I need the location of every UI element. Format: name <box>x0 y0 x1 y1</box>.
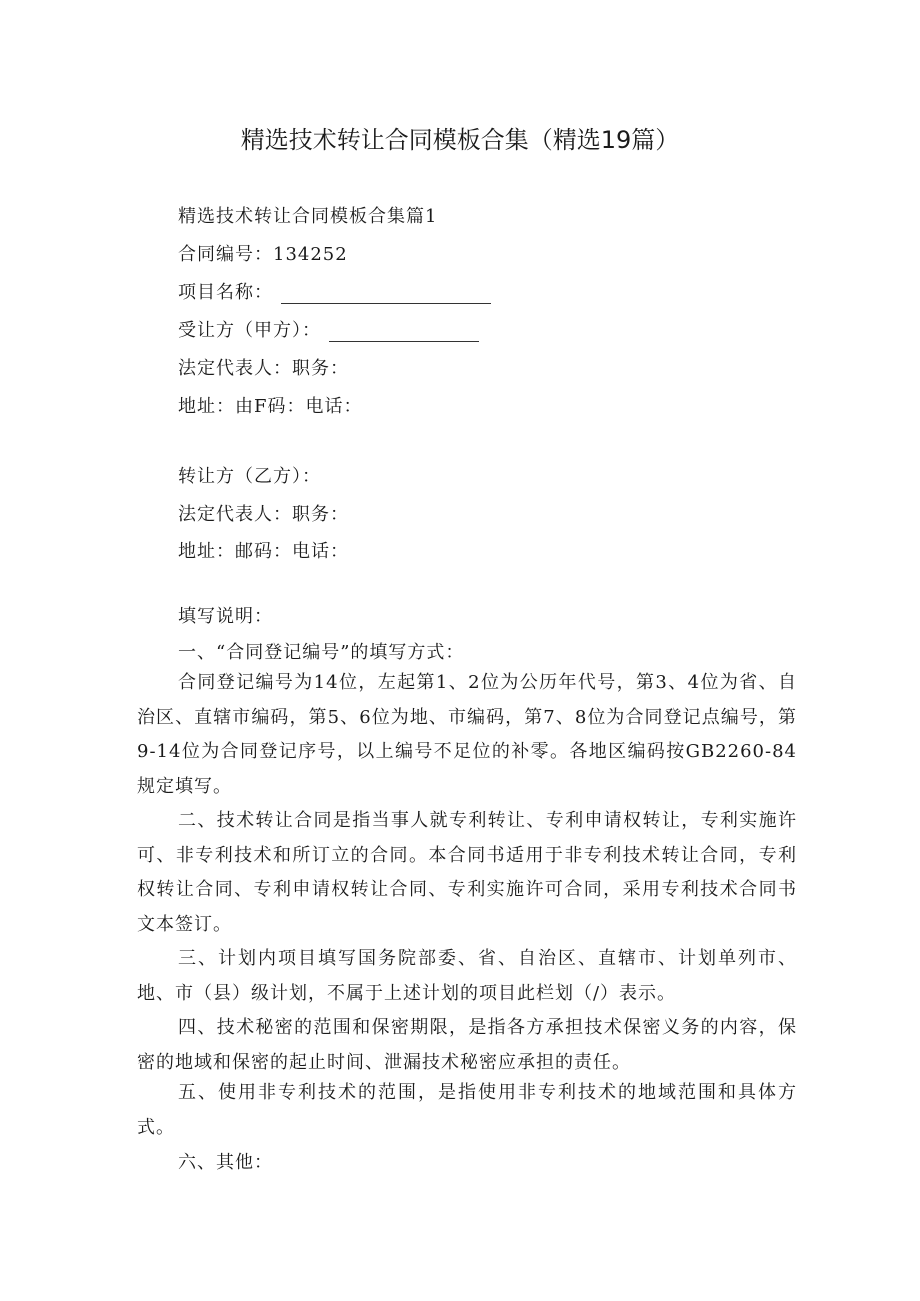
assignor-representative: 法定代表人：职务： <box>178 504 349 525</box>
assignee-representative: 法定代表人：职务： <box>178 358 349 379</box>
section-heading: 精选技术转让合同模板合集篇1 <box>178 206 438 227</box>
item1-heading: 一、“合同登记编号”的填写方式： <box>178 642 465 663</box>
project-name-line <box>178 278 491 304</box>
assignee-blank <box>329 323 479 342</box>
item2-paragraph: 二、技术转让合同是指当事人就专利转让、专利申请权转让，专利实施许可、非专利技术和所订立的合同。本合同书适用于非专利技术转让合同，专利权转让合同、专利申请权转让合同、专利实施许可合同，采用专利技术合同书文本签订。 <box>137 810 797 935</box>
instructions-heading: 填写说明： <box>178 606 273 627</box>
project-name-blank <box>281 285 491 304</box>
assignee-label: 受让方（甲方）： <box>178 320 321 341</box>
assignee-address: 地址：由F码：电话： <box>178 396 363 417</box>
item1-body: 合同登记编号为14位，左起第1、2位为公历年代号，第3、4位为省、自治区、直辖市编码，第5、6位为地、市编码，第7、8位为合同登记点编号，第9-14位为合同登记序号，以上编号不足位的补零。各地区编码按GB2260-84规定填写。 <box>137 672 797 797</box>
project-name-label: 项目名称： <box>178 282 273 303</box>
assignor-label: 转让方（乙方）： <box>178 466 321 487</box>
assignor-address: 地址：邮码：电话： <box>178 541 349 562</box>
item5-paragraph: 五、使用非专利技术的范围，是指使用非专利技术的地域范围和具体方式。 <box>137 1082 797 1138</box>
item3-paragraph: 三、计划内项目填写国务院部委、省、自治区、直辖市、计划单列市、地、市（县）级计划，不属于上述计划的项目此栏划（/）表示。 <box>137 948 797 1004</box>
document-title: 精选技术转让合同模板合集（精选19篇） <box>240 126 680 154</box>
assignee-line <box>178 316 479 342</box>
item6-paragraph: 六、其他： <box>178 1152 273 1173</box>
contract-number: 合同编号：134252 <box>178 244 348 265</box>
item4-paragraph: 四、技术秘密的范围和保密期限，是指各方承担技术保密义务的内容，保密的地域和保密的起止时间、泄漏技术秘密应承担的责任。 <box>137 1017 797 1073</box>
